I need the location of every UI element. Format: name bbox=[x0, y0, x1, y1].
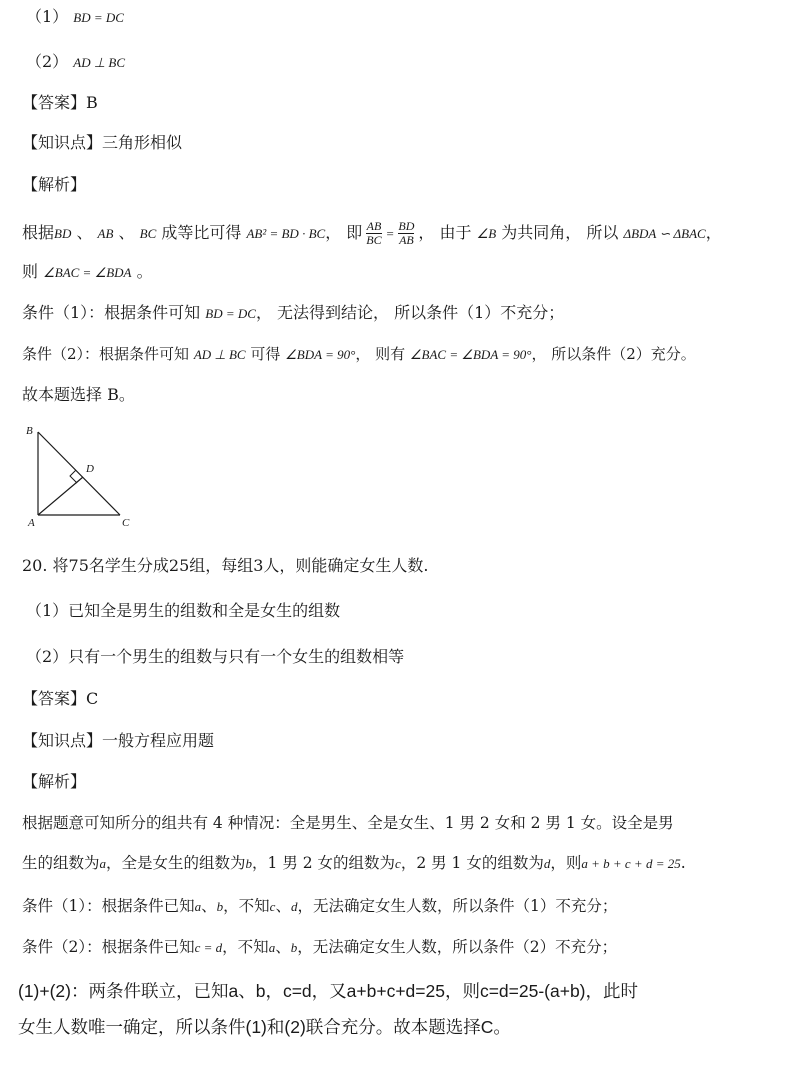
analysis-19-cond2 bbox=[22, 344, 696, 365]
text: 、 bbox=[201, 897, 217, 915]
math: BD bbox=[54, 226, 72, 241]
math: ∠BAC = ∠BDA = 90° bbox=[409, 347, 532, 362]
fraction-bd-ab bbox=[398, 220, 414, 247]
condition-20-1: （1）已知全是男生的组数和全是女生的组数 bbox=[26, 601, 341, 620]
analysis-20-line1: 根据题意可知所分的组共有 4 种情况：全是男生、全是女生、1 男 2 女和 2 男 1 女。设全是男 bbox=[22, 814, 674, 832]
var: d bbox=[543, 856, 551, 871]
analysis-label-19: 【解析】 bbox=[22, 175, 87, 194]
text: 生的组数为 bbox=[22, 854, 100, 872]
var: c bbox=[269, 899, 276, 914]
numerator: AB bbox=[366, 219, 382, 233]
condition-1-label: （1） bbox=[26, 7, 69, 26]
math: c = d bbox=[194, 940, 223, 955]
text: 、 bbox=[113, 223, 140, 242]
math: AB² = BD · BC bbox=[246, 226, 326, 241]
right-angle-mark bbox=[70, 470, 77, 483]
analysis-19-cond1 bbox=[22, 303, 564, 324]
text: ，2 男 1 女的组数为 bbox=[400, 854, 544, 872]
fraction-ab-bc bbox=[366, 220, 381, 247]
analysis-20-combined-1: (1)+(2)：两条件联立，已知a、b，c=d，又a+b+c+d=25，则c=d=25-(a+b)，此时 bbox=[18, 981, 639, 1001]
text: ， 由于 bbox=[418, 223, 477, 242]
text: ，不知 bbox=[223, 897, 270, 915]
text: ， 即 bbox=[325, 223, 363, 242]
analysis-19-line1 bbox=[22, 218, 722, 249]
math: ΔBDA ∽ ΔBAC bbox=[623, 226, 706, 241]
text: 、 bbox=[71, 223, 98, 242]
var: d bbox=[290, 899, 298, 914]
text: 。 bbox=[131, 262, 153, 281]
analysis-label-20: 【解析】 bbox=[22, 772, 87, 791]
text: 、 bbox=[275, 897, 291, 915]
text: ， bbox=[705, 223, 722, 242]
var: a bbox=[194, 899, 202, 914]
math: AB bbox=[97, 226, 114, 241]
denominator: BC bbox=[366, 233, 382, 247]
text: ，无法确定女生人数，所以条件（2）不充分； bbox=[297, 938, 618, 956]
text: ， 无法得到结论， 所以条件（1）不充分； bbox=[255, 303, 565, 322]
condition-20-2: （2）只有一个男生的组数与只有一个女生的组数相等 bbox=[26, 647, 405, 666]
label-a: A bbox=[28, 517, 35, 529]
analysis-20-line2 bbox=[22, 853, 686, 874]
condition-1 bbox=[26, 7, 124, 28]
text: 成等比可得 bbox=[156, 223, 247, 242]
math: BD = DC bbox=[205, 306, 256, 321]
answer-20: 【答案】C bbox=[22, 689, 99, 708]
var: a bbox=[99, 856, 107, 871]
text: ，全是女生的组数为 bbox=[106, 854, 246, 872]
math: BC bbox=[139, 226, 157, 241]
var: a bbox=[268, 940, 276, 955]
math: ∠BAC = ∠BDA bbox=[43, 265, 132, 280]
condition-2-expr: AD ⊥ BC bbox=[73, 55, 126, 70]
label-d: D bbox=[86, 463, 94, 475]
text: ，1 男 2 女的组数为 bbox=[252, 854, 396, 872]
math: a + b + c + d = 25 bbox=[581, 856, 681, 871]
text: 条件（1）：根据条件可知 bbox=[22, 303, 206, 322]
denominator: AB bbox=[399, 233, 414, 247]
var: b bbox=[216, 899, 224, 914]
var: b bbox=[290, 940, 298, 955]
text: ，不知 bbox=[222, 938, 269, 956]
label-c: C bbox=[122, 517, 130, 529]
text: . bbox=[680, 854, 686, 872]
math: ∠B bbox=[476, 226, 497, 241]
text: 可得 bbox=[245, 345, 286, 363]
text: 、 bbox=[275, 938, 291, 956]
text: 条件（2）：根据条件已知 bbox=[22, 938, 195, 956]
knowledge-19: 【知识点】三角形相似 bbox=[22, 133, 183, 152]
condition-1-expr: BD = DC bbox=[73, 10, 124, 25]
condition-2 bbox=[26, 52, 125, 73]
var: c bbox=[395, 856, 401, 871]
text: 条件（1）：根据条件已知 bbox=[22, 897, 195, 915]
text: ， 所以条件（2）充分。 bbox=[531, 345, 696, 363]
text: ，无法确定女生人数，所以条件（1）不充分； bbox=[297, 897, 618, 915]
text: 则 bbox=[22, 262, 44, 281]
text: ，则 bbox=[550, 854, 582, 872]
condition-2-label: （2） bbox=[26, 52, 69, 71]
math: AD ⊥ BC bbox=[193, 347, 246, 362]
label-b: B bbox=[26, 425, 33, 437]
question-20: 20. 将75名学生分成25组，每组3人，则能确定女生人数. bbox=[22, 556, 429, 575]
analysis-20-combined-2: 女生人数唯一确定，所以条件(1)和(2)联合充分。故本题选择C。 bbox=[18, 1017, 511, 1037]
side-bc bbox=[38, 432, 120, 515]
text: 为共同角， 所以 bbox=[496, 223, 624, 242]
triangle-figure bbox=[22, 420, 142, 530]
text: 根据 bbox=[22, 223, 55, 242]
equals: = bbox=[385, 226, 395, 241]
text: ， 则有 bbox=[355, 345, 410, 363]
knowledge-20: 【知识点】一般方程应用题 bbox=[22, 731, 215, 750]
analysis-20-cond2 bbox=[22, 937, 617, 958]
conclusion-19: 故本题选择 B。 bbox=[22, 385, 135, 404]
analysis-19-line2 bbox=[22, 262, 153, 283]
numerator: BD bbox=[398, 219, 415, 233]
text: 条件（2）：根据条件可知 bbox=[22, 345, 194, 363]
analysis-20-cond1 bbox=[22, 896, 617, 917]
math: ∠BDA = 90° bbox=[285, 347, 356, 362]
var: b bbox=[245, 856, 253, 871]
answer-19: 【答案】B bbox=[22, 93, 98, 112]
